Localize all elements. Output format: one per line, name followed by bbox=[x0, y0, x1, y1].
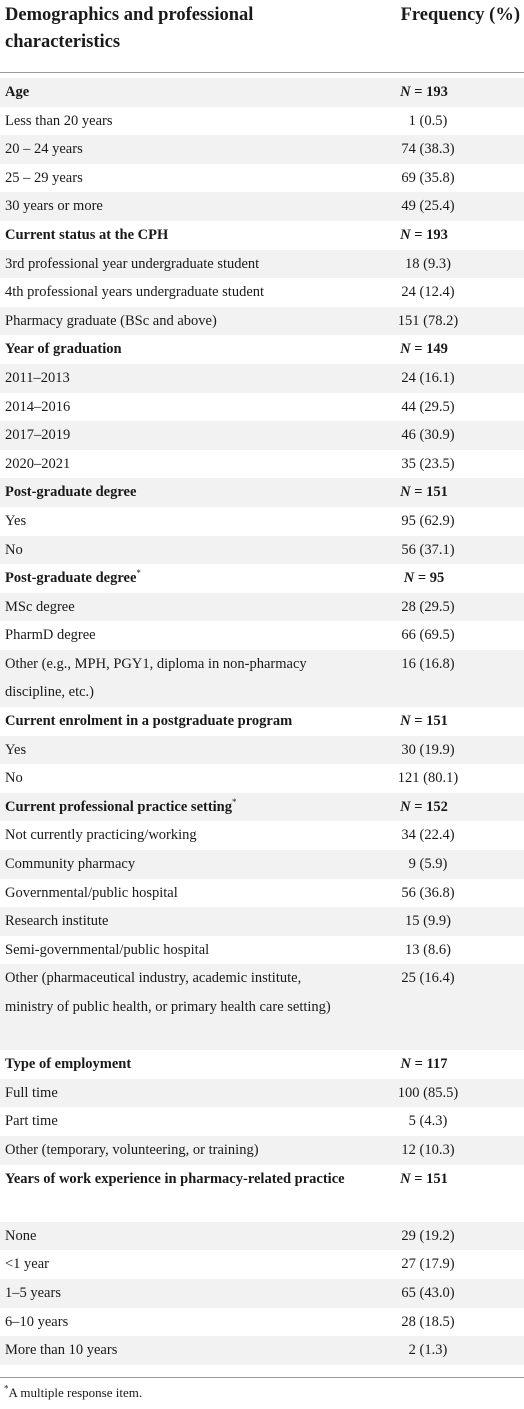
row-label bbox=[5, 107, 345, 136]
table-row bbox=[0, 621, 524, 650]
table-section-header-row bbox=[0, 564, 524, 593]
label-text: No bbox=[5, 770, 23, 787]
label-text: None bbox=[5, 1227, 37, 1244]
frequency-value: 46 (30.9) bbox=[401, 427, 455, 444]
row-label bbox=[5, 1107, 345, 1136]
frequency-value: 34 (22.4) bbox=[401, 827, 455, 844]
section-label bbox=[5, 335, 345, 364]
label-text: Less than 20 years bbox=[5, 112, 113, 129]
sample-size-text: N = 151 bbox=[400, 484, 448, 501]
table-section-header-row bbox=[0, 78, 524, 107]
row-label bbox=[5, 1308, 345, 1337]
row-label bbox=[5, 1136, 345, 1165]
table-section-header-row bbox=[0, 335, 524, 364]
row-label bbox=[5, 1079, 345, 1108]
frequency-value: 24 (12.4) bbox=[401, 284, 455, 301]
sample-size-value bbox=[354, 707, 494, 736]
header-rule bbox=[0, 72, 524, 73]
label-text: Semi-governmental/public hospital bbox=[5, 941, 210, 958]
label-text: Age bbox=[5, 84, 30, 100]
footnote-text: A multiple response item. bbox=[8, 1385, 143, 1400]
frequency-value: 44 (29.5) bbox=[401, 398, 455, 415]
row-label bbox=[5, 421, 345, 450]
row-label bbox=[5, 879, 345, 908]
row-label bbox=[5, 850, 345, 879]
label-text: Current status at the CPH bbox=[5, 226, 169, 243]
frequency-value: 95 (62.9) bbox=[401, 512, 455, 529]
table-row bbox=[0, 307, 524, 336]
table-row bbox=[0, 879, 524, 908]
table-footnote bbox=[4, 1385, 142, 1401]
label-text: Research institute bbox=[5, 913, 109, 930]
label-text: Post-graduate degree bbox=[5, 484, 137, 501]
sample-size-text: N = 152 bbox=[400, 798, 448, 815]
frequency-value: 27 (17.9) bbox=[401, 1256, 455, 1273]
row-label bbox=[5, 164, 345, 193]
row-label bbox=[5, 1336, 345, 1365]
section-label bbox=[5, 793, 345, 822]
frequency-value: 30 (19.9) bbox=[401, 741, 455, 758]
row-label bbox=[5, 1250, 345, 1279]
label-text: Yes bbox=[5, 512, 27, 529]
frequency-value: 56 (36.8) bbox=[401, 884, 455, 901]
table-row bbox=[0, 850, 524, 879]
table-row bbox=[0, 364, 524, 393]
sample-size-text: N = 193 bbox=[400, 226, 448, 243]
row-label bbox=[5, 764, 345, 793]
label-text: Part time bbox=[5, 1113, 58, 1130]
table-section-header-row bbox=[0, 1050, 524, 1079]
table-row bbox=[0, 164, 524, 193]
label-text: Community pharmacy bbox=[5, 856, 136, 873]
frequency-value: 16 (16.8) bbox=[401, 655, 455, 672]
sample-size-value bbox=[354, 564, 494, 593]
frequency-value: 5 (4.3) bbox=[408, 1113, 448, 1130]
table-row bbox=[0, 1107, 524, 1136]
row-label bbox=[5, 507, 345, 536]
footnote-mark: * bbox=[4, 1383, 9, 1394]
frequency-value: 13 (8.6) bbox=[405, 941, 451, 958]
table-row bbox=[0, 536, 524, 565]
label-text: Not currently practicing/working bbox=[5, 827, 197, 844]
label-text: Current enrolment in a postgraduate program bbox=[5, 713, 293, 730]
frequency-value: 69 (35.8) bbox=[401, 169, 455, 186]
row-label bbox=[5, 736, 345, 765]
multiple-response-mark: * bbox=[136, 568, 141, 579]
row-label bbox=[5, 536, 345, 565]
row-label bbox=[5, 250, 345, 279]
sample-size-value bbox=[354, 335, 494, 364]
table-row bbox=[0, 192, 524, 221]
table-row bbox=[0, 1336, 524, 1365]
sample-size-text: N = 193 bbox=[400, 84, 448, 100]
sample-size-value bbox=[354, 793, 494, 822]
label-text: Type of employment bbox=[5, 1056, 132, 1073]
sample-size-text: N = 95 bbox=[403, 570, 445, 587]
sample-size-text: N = 151 bbox=[400, 713, 448, 730]
table-row bbox=[0, 736, 524, 765]
row-label bbox=[5, 936, 345, 965]
section-label bbox=[5, 1050, 345, 1079]
label-text: Full time bbox=[5, 1084, 58, 1101]
row-label bbox=[5, 650, 345, 707]
frequency-value: 151 (78.2) bbox=[397, 312, 459, 329]
table-row bbox=[0, 1222, 524, 1251]
table-section-header-row bbox=[0, 793, 524, 822]
row-label bbox=[5, 135, 345, 164]
table-row bbox=[0, 593, 524, 622]
label-text: MSc degree bbox=[5, 598, 75, 615]
label-text: 3rd professional year undergraduate student bbox=[5, 255, 260, 272]
frequency-value: 1 (0.5) bbox=[408, 112, 448, 129]
label-text: More than 10 years bbox=[5, 1342, 118, 1359]
row-label bbox=[5, 621, 345, 650]
frequency-value: 29 (19.2) bbox=[401, 1227, 455, 1244]
frequency-value: 74 (38.3) bbox=[401, 141, 455, 158]
row-label bbox=[5, 307, 345, 336]
label-text: Other (e.g., MPH, PGY1, diploma in non-pharmacy discipline, etc.) bbox=[5, 655, 307, 701]
table-row bbox=[0, 964, 524, 1050]
table-row bbox=[0, 421, 524, 450]
table-section-header-row bbox=[0, 478, 524, 507]
section-label bbox=[5, 221, 345, 250]
label-text: 2017–2019 bbox=[5, 427, 71, 444]
frequency-value: 121 (80.1) bbox=[397, 770, 459, 787]
table-row bbox=[0, 936, 524, 965]
label-text: Yes bbox=[5, 741, 27, 758]
table-row bbox=[0, 507, 524, 536]
sample-size-text: N = 149 bbox=[400, 341, 448, 358]
column-header-frequency: Frequency (%) bbox=[400, 5, 520, 25]
frequency-value: 18 (9.3) bbox=[405, 255, 451, 272]
label-text: 2020–2021 bbox=[5, 455, 71, 472]
section-label bbox=[5, 1165, 345, 1194]
table-row bbox=[0, 1136, 524, 1165]
table-row bbox=[0, 1308, 524, 1337]
sample-size-value bbox=[354, 78, 494, 107]
label-text: 2011–2013 bbox=[5, 369, 70, 386]
table-header bbox=[0, 0, 524, 72]
table-section-header-row bbox=[0, 1165, 524, 1222]
table-row bbox=[0, 907, 524, 936]
sample-size-value bbox=[354, 1050, 494, 1079]
table-row bbox=[0, 764, 524, 793]
table-row bbox=[0, 1250, 524, 1279]
table-row bbox=[0, 393, 524, 422]
table-section-header-row bbox=[0, 707, 524, 736]
row-label bbox=[5, 593, 345, 622]
table-row bbox=[0, 135, 524, 164]
label-text: No bbox=[5, 541, 23, 558]
frequency-value: 100 (85.5) bbox=[397, 1084, 459, 1101]
label-text: 4th professional years undergraduate student bbox=[5, 284, 265, 301]
table-section-header-row bbox=[0, 221, 524, 250]
frequency-value: 66 (69.5) bbox=[401, 627, 455, 644]
row-label bbox=[5, 1279, 345, 1308]
sample-size-text: N = 117 bbox=[400, 1056, 448, 1073]
row-label bbox=[5, 278, 345, 307]
table-row bbox=[0, 278, 524, 307]
row-label bbox=[5, 821, 345, 850]
label-text: Current professional practice setting bbox=[5, 798, 233, 815]
row-label bbox=[5, 964, 345, 1021]
frequency-value: 9 (5.9) bbox=[408, 856, 448, 873]
table-row bbox=[0, 250, 524, 279]
label-text: 2014–2016 bbox=[5, 398, 71, 415]
frequency-value: 28 (29.5) bbox=[401, 598, 455, 615]
label-text: Years of work experience in pharmacy-related practice bbox=[5, 1170, 345, 1187]
section-label bbox=[5, 78, 345, 107]
frequency-value: 15 (9.9) bbox=[405, 913, 451, 930]
label-text: 30 years or more bbox=[5, 198, 103, 215]
frequency-value: 56 (37.1) bbox=[401, 541, 455, 558]
row-label bbox=[5, 393, 345, 422]
section-label bbox=[5, 564, 345, 593]
table-row bbox=[0, 1079, 524, 1108]
frequency-value: 24 (16.1) bbox=[401, 369, 455, 386]
row-label bbox=[5, 364, 345, 393]
label-text: Governmental/public hospital bbox=[5, 884, 178, 901]
sample-size-value bbox=[354, 221, 494, 250]
label-text: Other (temporary, volunteering, or training) bbox=[5, 1141, 259, 1158]
sample-size-text: N = 151 bbox=[400, 1170, 448, 1187]
frequency-value: 28 (18.5) bbox=[401, 1313, 455, 1330]
label-text: Other (pharmaceutical industry, academic institute, ministry of public health, or primary health care setting) bbox=[5, 970, 331, 1015]
frequency-value: 35 (23.5) bbox=[401, 455, 455, 472]
table-row bbox=[0, 107, 524, 136]
table-row bbox=[0, 450, 524, 479]
section-label bbox=[5, 478, 345, 507]
table-row bbox=[0, 821, 524, 850]
sample-size-value bbox=[354, 1165, 494, 1194]
row-label bbox=[5, 1222, 345, 1251]
label-text: 1–5 years bbox=[5, 1284, 61, 1301]
row-label bbox=[5, 907, 345, 936]
frequency-value: 2 (1.3) bbox=[408, 1342, 448, 1359]
table-row bbox=[0, 650, 524, 707]
frequency-value: 49 (25.4) bbox=[401, 198, 455, 215]
column-header-characteristics: Demographics and professional characteristics bbox=[5, 5, 254, 52]
label-text: Pharmacy graduate (BSc and above) bbox=[5, 312, 217, 329]
frequency-value: 12 (10.3) bbox=[401, 1141, 455, 1158]
multiple-response-mark: * bbox=[232, 797, 237, 808]
table-body bbox=[0, 78, 524, 1365]
frequency-value: 65 (43.0) bbox=[401, 1284, 455, 1301]
label-text: 6–10 years bbox=[5, 1313, 69, 1330]
label-text: 25 – 29 years bbox=[5, 169, 83, 186]
label-text: PharmD degree bbox=[5, 627, 96, 644]
label-text: 20 – 24 years bbox=[5, 141, 83, 158]
bottom-rule bbox=[0, 1377, 524, 1378]
row-label bbox=[5, 192, 345, 221]
sample-size-value bbox=[354, 478, 494, 507]
row-label bbox=[5, 450, 345, 479]
label-text: Year of graduation bbox=[5, 341, 122, 358]
frequency-value: 25 (16.4) bbox=[401, 970, 455, 987]
section-label bbox=[5, 707, 345, 736]
table-row bbox=[0, 1279, 524, 1308]
label-text: <1 year bbox=[5, 1256, 50, 1273]
label-text: Post-graduate degree bbox=[5, 570, 137, 587]
